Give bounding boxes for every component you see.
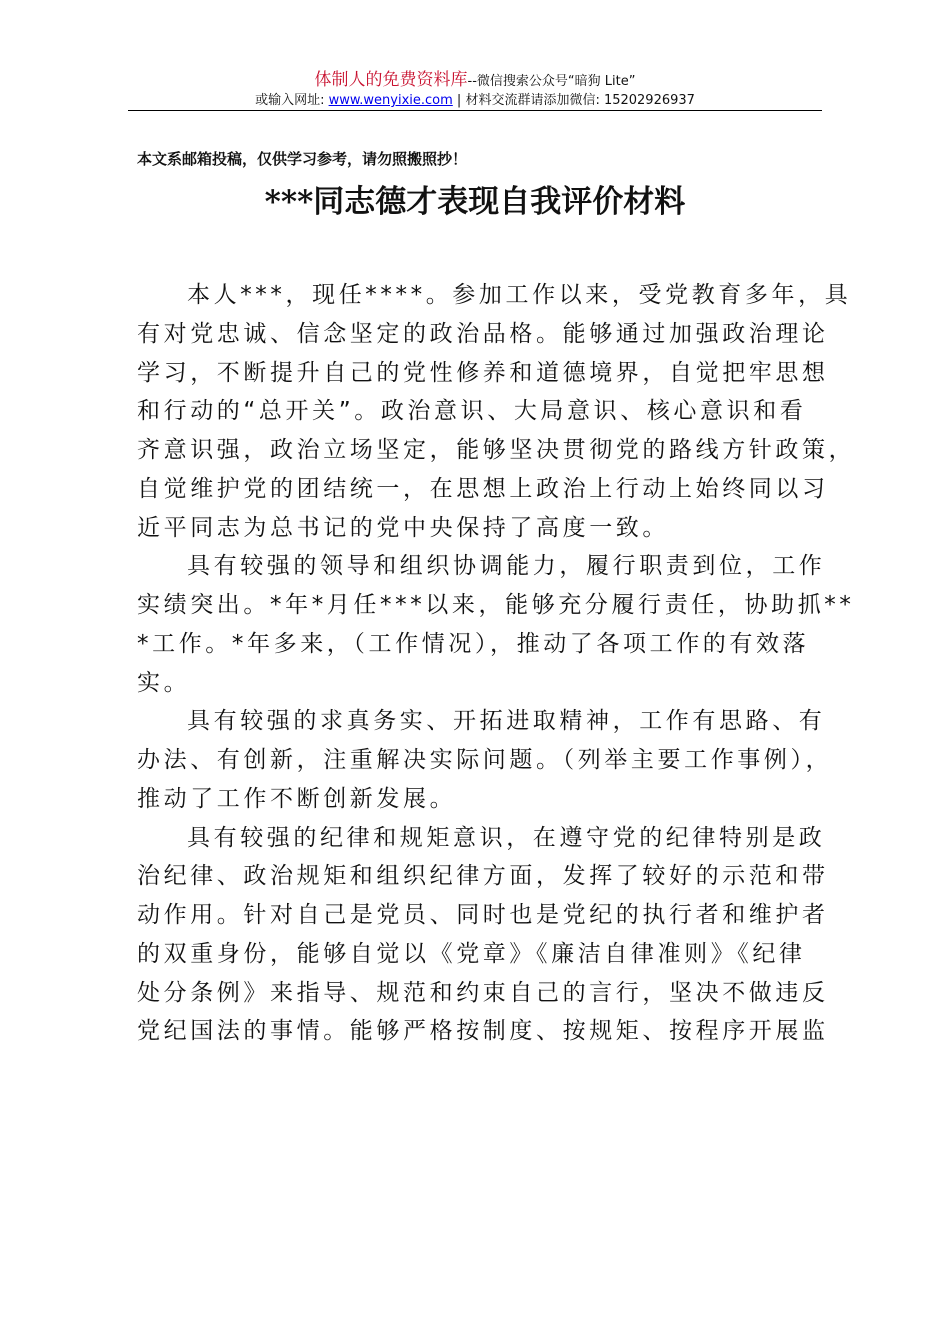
header-contact: | 材料交流群请添加微信: 15202926937 [452, 93, 695, 108]
paragraph-1-line: 近平同志为总书记的党中央保持了高度一致。 [137, 514, 669, 541]
header-line-2 [128, 92, 822, 110]
document-body [137, 276, 856, 1051]
document-title: ***同志德才表现自我评价材料 [264, 184, 686, 220]
header-website-link[interactable]: www.wenyixie.com [328, 93, 453, 108]
submission-notice: 本文系邮箱投稿，仅供学习参考，请勿照搬照抄！ [137, 150, 468, 168]
paragraph-4-line: 动作用。针对自己是党员、同时也是党纪的执行者和维护者 [137, 902, 829, 928]
paragraph-2-line: 实绩突出。*年*月任***以来，能够充分履行责任，协助抓** [137, 592, 855, 618]
page-header [128, 70, 822, 110]
header-brand: 体制人的免费资料库 [314, 70, 468, 90]
paragraph-3-line: 办法、有创新，注重解决实际问题。（列举主要工作事例）， [137, 747, 833, 773]
paragraph-2-line: 实。 [137, 669, 191, 696]
header-slogan: --微信搜索公众号“暗狗 Lite” [467, 74, 636, 89]
paragraph-1-line: 自觉维护党的团结统一，在思想上政治上行动上始终同以习 [137, 475, 829, 502]
paragraph-4-line: 处分条例》来指导、规范和约束自己的言行，坚决不做违反 [137, 979, 829, 1006]
paragraph-1-line: 本人***，现任****。参加工作以来，受党教育多年，具 [187, 282, 852, 308]
paragraph-1-line: 学习，不断提升自己的党性修养和道德境界，自觉把牢思想 [137, 359, 829, 386]
paragraph-4-line: 具有较强的纪律和规矩意识，在遵守党的纪律特别是政 [187, 824, 826, 851]
paragraph-4-line: 治纪律、政治规矩和组织纪律方面，发挥了较好的示范和带 [137, 863, 829, 890]
paragraph-3-line: 推动了工作不断创新发展。 [137, 785, 457, 812]
paragraph-1-line: 有对党忠诚、信念坚定的政治品格。能够通过加强政治理论 [137, 320, 829, 347]
header-line-1 [128, 70, 822, 92]
header-url-prefix: 或输入网址: [255, 93, 329, 108]
paragraph-4-line: 党纪国法的事情。能够严格按制度、按规矩、按程序开展监 [137, 1018, 829, 1045]
paragraph-2-line: *工作。*年多来，（工作情况），推动了各项工作的有效落 [137, 630, 810, 657]
paragraph-1-line: 和行动的“总开关”。政治意识、大局意识、核心意识和看 [137, 398, 807, 425]
paragraph-1-line: 齐意识强，政治立场坚定，能够坚决贯彻党的路线方针政策， [137, 437, 856, 463]
paragraph-2-line: 具有较强的领导和组织协调能力，履行职责到位，工作 [187, 553, 826, 580]
header-divider [128, 110, 822, 111]
paragraph-4-line: 的双重身份，能够自觉以《党章》《廉洁自律准则》《纪律 [137, 940, 806, 967]
paragraph-3-line: 具有较强的求真务实、开拓进取精神，工作有思路、有 [187, 708, 826, 735]
